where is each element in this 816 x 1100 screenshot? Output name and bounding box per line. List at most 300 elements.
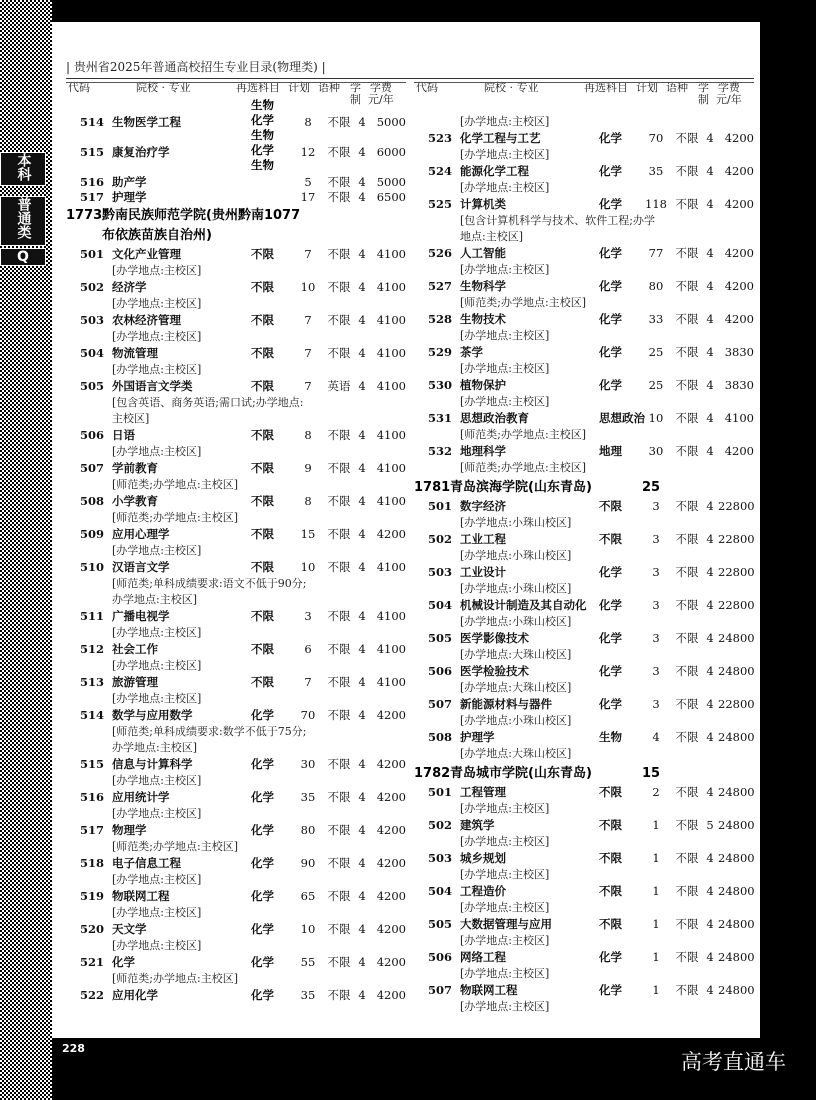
table-row bbox=[414, 278, 754, 295]
cell-yr: 5 bbox=[706, 818, 714, 832]
cell-subj: 化学 bbox=[251, 823, 274, 837]
cell-subj: 化学 bbox=[251, 757, 274, 771]
cell-plan: 3 bbox=[304, 609, 312, 623]
cell-name: 化学工程与工艺 bbox=[460, 131, 541, 145]
cell-plan: 33 bbox=[648, 312, 664, 326]
cell-subj: 化学 bbox=[251, 790, 274, 804]
cell-subj: 思想政治 bbox=[599, 411, 645, 425]
cell-yr: 4 bbox=[358, 461, 366, 475]
institution-code: 1782 bbox=[414, 766, 451, 781]
cell-plan: 70 bbox=[648, 131, 664, 145]
table-row bbox=[66, 114, 406, 131]
cell-lang: 不限 bbox=[327, 642, 351, 656]
table-row bbox=[414, 817, 754, 834]
table-row bbox=[414, 630, 754, 647]
cell-yr: 4 bbox=[706, 197, 714, 211]
cell-code: 509 bbox=[79, 527, 104, 541]
cell-fee: 4200 bbox=[724, 197, 754, 211]
cell-name: 计算机类 bbox=[460, 197, 506, 211]
cell-fee: 4100 bbox=[376, 313, 406, 327]
cell-yr: 4 bbox=[706, 411, 714, 425]
cell-code: 515 bbox=[79, 145, 104, 159]
cell-code: 530 bbox=[427, 378, 452, 392]
table-row bbox=[66, 246, 406, 263]
cell-code: 504 bbox=[427, 884, 452, 898]
cell-subj: 化学 bbox=[251, 889, 274, 903]
cell-plan: 4 bbox=[652, 730, 660, 744]
row-note: [办学地点:主校区] bbox=[460, 934, 550, 947]
left-column bbox=[66, 80, 406, 1004]
stack-subject-label: 生物 bbox=[251, 158, 274, 172]
row-note: [办学地点:主校区] bbox=[460, 329, 550, 342]
row-note: [办学地点:主校区] bbox=[112, 264, 202, 277]
col-subjects-header: 再选科目 bbox=[236, 81, 280, 94]
cell-yr: 4 bbox=[706, 345, 714, 359]
cell-name: 护理学 bbox=[460, 730, 495, 744]
cell-code: 501 bbox=[427, 785, 452, 799]
cell-plan: 30 bbox=[648, 444, 664, 458]
cell-name: 茶学 bbox=[460, 345, 483, 359]
cell-subj: 不限 bbox=[251, 560, 274, 574]
cell-lang: 不限 bbox=[327, 280, 351, 294]
cell-subj: 化学 bbox=[599, 565, 622, 579]
cell-plan: 1 bbox=[652, 983, 660, 997]
cell-name: 天文学 bbox=[112, 922, 147, 936]
cell-fee: 22800 bbox=[718, 697, 755, 711]
cell-name: 经济学 bbox=[112, 280, 147, 294]
cell-name: 新能源材料与器件 bbox=[460, 697, 552, 711]
cell-fee: 24800 bbox=[718, 785, 755, 799]
cell-fee: 3830 bbox=[724, 378, 754, 392]
cell-name: 植物保护 bbox=[460, 378, 506, 392]
cell-subj: 化学 bbox=[599, 131, 622, 145]
cell-yr: 4 bbox=[706, 664, 714, 678]
cell-fee: 24800 bbox=[718, 950, 755, 964]
cell-code: 529 bbox=[427, 345, 452, 359]
cell-name: 生物医学工程 bbox=[112, 115, 181, 129]
row-note: [师范类;单科成绩要求:数学不低于75分;办学地点:主校区] bbox=[112, 725, 307, 754]
row-note: [师范类;办学地点:主校区] bbox=[460, 461, 586, 474]
cell-name: 日语 bbox=[112, 428, 135, 442]
col-plan-header: 计划 bbox=[636, 81, 658, 94]
cell-plan: 8 bbox=[304, 428, 312, 442]
cell-subj: 化学 bbox=[599, 664, 622, 678]
col-years-header: 学 制 bbox=[698, 81, 709, 106]
col-code-header: 代码 bbox=[416, 81, 438, 94]
institution-plan: 15 bbox=[642, 766, 661, 781]
cell-yr: 4 bbox=[706, 631, 714, 645]
row-note: [办学地点:主校区] bbox=[112, 906, 202, 919]
cell-yr: 4 bbox=[358, 175, 366, 189]
cell-name: 生物科学 bbox=[460, 279, 506, 293]
cell-plan: 55 bbox=[300, 955, 316, 969]
cell-name: 广播电视学 bbox=[112, 609, 170, 623]
table-row bbox=[66, 707, 406, 724]
cell-lang: 不限 bbox=[675, 631, 699, 645]
cell-lang: 不限 bbox=[675, 950, 699, 964]
cell-fee: 22800 bbox=[718, 532, 755, 546]
row-note: [师范类;办学地点:主校区] bbox=[112, 511, 238, 524]
stack-subject-label: 生物 bbox=[251, 128, 274, 142]
table-row bbox=[414, 245, 754, 262]
row-note: [办学地点:小珠山校区] bbox=[460, 549, 572, 562]
row-note: [师范类;办学地点:主校区] bbox=[112, 972, 238, 985]
institution-plan: 25 bbox=[642, 480, 661, 495]
cell-code: 517 bbox=[79, 823, 104, 837]
cell-code: 504 bbox=[79, 346, 104, 360]
cell-subj: 不限 bbox=[599, 884, 622, 898]
row-note: [师范类;办学地点:主校区] bbox=[112, 478, 238, 491]
table-row bbox=[414, 498, 754, 515]
cell-subj: 化学 bbox=[599, 631, 622, 645]
cell-lang: 不限 bbox=[675, 279, 699, 293]
cell-yr: 4 bbox=[358, 609, 366, 623]
cell-plan: 5 bbox=[304, 175, 312, 189]
cell-subj: 化学 bbox=[599, 697, 622, 711]
stack-subject-label: 生物 bbox=[251, 98, 274, 112]
cell-code: 516 bbox=[79, 175, 104, 189]
cell-yr: 4 bbox=[358, 560, 366, 574]
cell-plan: 1 bbox=[652, 917, 660, 931]
cell-plan: 3 bbox=[652, 664, 660, 678]
cell-lang: 不限 bbox=[675, 444, 699, 458]
row-note: [办学地点:小珠山校区] bbox=[460, 516, 572, 529]
cell-fee: 4100 bbox=[376, 346, 406, 360]
cell-fee: 3830 bbox=[724, 345, 754, 359]
cell-name: 旅游管理 bbox=[112, 675, 158, 689]
cell-plan: 1 bbox=[652, 884, 660, 898]
table-row bbox=[414, 729, 754, 746]
cell-plan: 35 bbox=[300, 988, 316, 1002]
cell-fee: 24800 bbox=[718, 983, 755, 997]
cell-code: 505 bbox=[427, 631, 452, 645]
institution-name-line2: 布依族苗族自治州) bbox=[102, 228, 212, 243]
cell-name: 工业设计 bbox=[460, 565, 506, 579]
table-row bbox=[66, 608, 406, 625]
row-note: [办学地点:主校区] bbox=[460, 835, 550, 848]
cell-subj: 化学 bbox=[599, 598, 622, 612]
cell-plan: 30 bbox=[300, 757, 316, 771]
cell-subj: 化学 bbox=[251, 988, 274, 1002]
cell-plan: 8 bbox=[304, 494, 312, 508]
cell-subj: 不限 bbox=[599, 532, 622, 546]
cell-lang: 不限 bbox=[327, 494, 351, 508]
row-note: [办学地点:主校区] bbox=[112, 692, 202, 705]
cell-code: 511 bbox=[79, 609, 104, 623]
table-row bbox=[414, 531, 754, 548]
cell-code: 518 bbox=[79, 856, 104, 870]
row-note: [师范类;办学地点:主校区] bbox=[112, 840, 238, 853]
row-note: [办学地点:主校区] bbox=[112, 659, 202, 672]
cell-yr: 4 bbox=[358, 379, 366, 393]
cell-yr: 4 bbox=[358, 145, 366, 159]
cell-fee: 4200 bbox=[376, 856, 406, 870]
cell-name: 应用心理学 bbox=[112, 527, 170, 541]
cell-plan: 7 bbox=[304, 346, 312, 360]
cell-name: 物流管理 bbox=[112, 346, 158, 360]
cell-yr: 4 bbox=[706, 164, 714, 178]
row-note: [办学地点:主校区] bbox=[460, 263, 550, 276]
institution-name: 黔南民族师范学院(贵州黔南1077 bbox=[102, 208, 301, 223]
cell-yr: 4 bbox=[358, 115, 366, 129]
cell-yr: 4 bbox=[358, 856, 366, 870]
cell-lang: 不限 bbox=[675, 730, 699, 744]
cell-name: 网络工程 bbox=[460, 950, 506, 964]
cell-yr: 4 bbox=[706, 444, 714, 458]
cell-yr: 4 bbox=[358, 823, 366, 837]
table-row bbox=[66, 954, 406, 971]
cell-name: 建筑学 bbox=[460, 818, 495, 832]
cell-lang: 不限 bbox=[675, 983, 699, 997]
row-note: [办学地点:主校区] bbox=[112, 807, 202, 820]
cell-plan: 10 bbox=[300, 560, 316, 574]
cell-name: 社会工作 bbox=[112, 642, 158, 656]
cell-fee: 24800 bbox=[718, 818, 755, 832]
row-note: [办学地点:主校区] bbox=[460, 362, 550, 375]
table-row bbox=[414, 883, 754, 900]
cell-plan: 35 bbox=[648, 164, 664, 178]
cell-code: 520 bbox=[79, 922, 104, 936]
cell-yr: 4 bbox=[706, 950, 714, 964]
row-note: [办学地点:主校区] bbox=[112, 445, 202, 458]
cell-yr: 4 bbox=[358, 790, 366, 804]
cell-lang: 不限 bbox=[675, 131, 699, 145]
cell-subj: 不限 bbox=[251, 346, 274, 360]
table-row bbox=[66, 674, 406, 691]
cell-lang: 不限 bbox=[327, 757, 351, 771]
table-row bbox=[66, 345, 406, 362]
cell-yr: 4 bbox=[358, 280, 366, 294]
cell-plan: 6 bbox=[304, 642, 312, 656]
table-row bbox=[66, 312, 406, 329]
cell-yr: 4 bbox=[706, 499, 714, 513]
cell-fee: 22800 bbox=[718, 565, 755, 579]
row-note: [办学地点:主校区] bbox=[112, 626, 202, 639]
table-row bbox=[414, 663, 754, 680]
cell-code: 526 bbox=[427, 246, 452, 260]
table-row bbox=[66, 279, 406, 296]
cell-fee: 4100 bbox=[376, 379, 406, 393]
cell-lang: 不限 bbox=[675, 532, 699, 546]
cell-plan: 3 bbox=[652, 697, 660, 711]
cell-name: 康复治疗学 bbox=[112, 145, 170, 159]
cell-name: 城乡规划 bbox=[460, 851, 506, 865]
top-rows-block bbox=[66, 98, 406, 204]
cell-code: 506 bbox=[427, 664, 452, 678]
subject-stack bbox=[251, 98, 274, 173]
cell-lang: 不限 bbox=[675, 697, 699, 711]
cell-code: 501 bbox=[79, 247, 104, 261]
cell-lang: 不限 bbox=[327, 675, 351, 689]
row-note: [办学地点:大珠山校区] bbox=[460, 681, 572, 694]
cell-yr: 4 bbox=[706, 598, 714, 612]
cell-plan: 7 bbox=[304, 247, 312, 261]
cell-name: 应用统计学 bbox=[112, 790, 170, 804]
cell-plan: 25 bbox=[648, 345, 664, 359]
col-plan-header: 计划 bbox=[288, 81, 310, 94]
row-note: [办学地点:大珠山校区] bbox=[460, 747, 572, 760]
cell-name: 数学与应用数学 bbox=[112, 708, 193, 722]
cell-plan: 90 bbox=[300, 856, 316, 870]
row-note: [办学地点:主校区] bbox=[112, 774, 202, 787]
cell-code: 521 bbox=[79, 955, 104, 969]
table-row bbox=[66, 756, 406, 773]
cell-plan: 35 bbox=[300, 790, 316, 804]
cell-code: 517 bbox=[79, 190, 104, 204]
col-code-header: 代码 bbox=[68, 81, 90, 94]
cell-lang: 不限 bbox=[327, 190, 351, 204]
cell-name: 工业工程 bbox=[460, 532, 506, 546]
cell-subj: 化学 bbox=[599, 246, 622, 260]
col-fee-header: 学费 元/年 bbox=[716, 81, 742, 106]
cell-fee: 5000 bbox=[376, 115, 406, 129]
table-row bbox=[66, 427, 406, 444]
cell-name: 工程管理 bbox=[460, 785, 506, 799]
institution-code: 1781 bbox=[414, 480, 451, 495]
table-row bbox=[66, 493, 406, 510]
table-row bbox=[414, 597, 754, 614]
cell-name: 护理学 bbox=[112, 190, 147, 204]
cell-lang: 不限 bbox=[675, 164, 699, 178]
cell-name: 医学影像技术 bbox=[460, 631, 529, 645]
cell-yr: 4 bbox=[358, 889, 366, 903]
cell-subj: 不限 bbox=[251, 675, 274, 689]
cell-code: 502 bbox=[79, 280, 104, 294]
cell-yr: 4 bbox=[706, 279, 714, 293]
table-row bbox=[414, 377, 754, 394]
cell-name: 应用化学 bbox=[112, 988, 158, 1002]
cell-plan: 1 bbox=[652, 851, 660, 865]
cell-lang: 不限 bbox=[327, 790, 351, 804]
cell-code: 519 bbox=[79, 889, 104, 903]
row-note: [包含计算机科学与技术、软件工程;办学地点:主校区] bbox=[460, 214, 655, 243]
cell-fee: 4100 bbox=[376, 461, 406, 475]
cell-name: 物理学 bbox=[112, 823, 147, 837]
table-row bbox=[414, 410, 754, 427]
cell-fee: 4100 bbox=[376, 675, 406, 689]
row-note: [办学地点:大珠山校区] bbox=[460, 648, 572, 661]
cell-fee: 4200 bbox=[376, 823, 406, 837]
col-lang-header: 语种 bbox=[318, 81, 340, 94]
cell-plan: 3 bbox=[652, 565, 660, 579]
cell-plan: 10 bbox=[648, 411, 664, 425]
cell-plan: 12 bbox=[300, 145, 316, 159]
cell-code: 524 bbox=[427, 164, 452, 178]
stack-subject-label: 化学 bbox=[251, 113, 274, 127]
cell-code: 522 bbox=[79, 988, 104, 1002]
cell-code: 503 bbox=[79, 313, 104, 327]
row-note: [办学地点:主校区] bbox=[460, 901, 550, 914]
table-row bbox=[414, 696, 754, 713]
cell-subj: 不限 bbox=[251, 461, 274, 475]
cell-name: 机械设计制造及其自动化 bbox=[460, 598, 587, 612]
cell-yr: 4 bbox=[358, 247, 366, 261]
cell-code: 514 bbox=[79, 708, 104, 722]
cell-lang: 不限 bbox=[675, 499, 699, 513]
cell-name: 医学检验技术 bbox=[460, 664, 529, 678]
cell-lang: 不限 bbox=[327, 988, 351, 1002]
cell-code: 503 bbox=[427, 851, 452, 865]
cell-subj: 不限 bbox=[251, 527, 274, 541]
cell-code: 504 bbox=[427, 598, 452, 612]
cell-subj: 化学 bbox=[251, 955, 274, 969]
cell-fee: 4200 bbox=[376, 955, 406, 969]
cell-code: 502 bbox=[427, 818, 452, 832]
cell-code: 502 bbox=[427, 532, 452, 546]
cell-fee: 4200 bbox=[376, 790, 406, 804]
row-note: [办学地点:主校区] bbox=[460, 148, 550, 161]
cell-plan: 80 bbox=[648, 279, 664, 293]
cell-subj: 化学 bbox=[599, 197, 622, 211]
cell-lang: 不限 bbox=[327, 346, 351, 360]
cell-subj: 生物 bbox=[599, 730, 622, 744]
cell-name: 能源化学工程 bbox=[460, 164, 529, 178]
cell-name: 农林经济管理 bbox=[112, 313, 181, 327]
cell-yr: 4 bbox=[358, 708, 366, 722]
cell-lang: 不限 bbox=[675, 664, 699, 678]
cell-plan: 3 bbox=[652, 631, 660, 645]
cell-code: 528 bbox=[427, 312, 452, 326]
row-note: [办学地点:主校区] bbox=[460, 115, 550, 128]
table-row bbox=[66, 559, 406, 576]
cell-plan: 10 bbox=[300, 922, 316, 936]
row-note: [师范类;单科成绩要求:语文不低于90分;办学地点:主校区] bbox=[112, 577, 307, 606]
table-row bbox=[414, 916, 754, 933]
cell-plan: 3 bbox=[652, 598, 660, 612]
cell-lang: 不限 bbox=[675, 197, 699, 211]
cell-lang: 不限 bbox=[675, 411, 699, 425]
document-page bbox=[52, 22, 760, 1038]
table-row bbox=[66, 921, 406, 938]
row-note: [师范类;办学地点:主校区] bbox=[460, 428, 586, 441]
cell-plan: 70 bbox=[300, 708, 316, 722]
cell-plan: 77 bbox=[648, 246, 664, 260]
page-number: 228 bbox=[62, 1042, 85, 1055]
institution-code: 1773 bbox=[66, 208, 103, 223]
table-row bbox=[66, 460, 406, 477]
cell-yr: 4 bbox=[706, 785, 714, 799]
cell-lang: 不限 bbox=[327, 856, 351, 870]
table-row bbox=[414, 443, 754, 460]
cell-fee: 4200 bbox=[724, 444, 754, 458]
cell-lang: 不限 bbox=[675, 851, 699, 865]
cell-code: 510 bbox=[79, 560, 104, 574]
cell-yr: 4 bbox=[358, 313, 366, 327]
cell-yr: 4 bbox=[706, 983, 714, 997]
cell-fee: 24800 bbox=[718, 851, 755, 865]
cell-name: 人工智能 bbox=[460, 246, 506, 260]
cell-lang: 不限 bbox=[327, 922, 351, 936]
page-header: | 贵州省2025年普通高校招生专业目录(物理类) | bbox=[66, 60, 326, 74]
cell-subj: 不限 bbox=[251, 494, 274, 508]
cell-subj: 化学 bbox=[599, 378, 622, 392]
cell-fee: 24800 bbox=[718, 664, 755, 678]
cell-lang: 不限 bbox=[675, 917, 699, 931]
cell-lang: 英语 bbox=[327, 379, 351, 393]
cell-fee: 4200 bbox=[376, 889, 406, 903]
side-tab-benke: 本科 bbox=[0, 152, 46, 186]
cell-name: 学前教育 bbox=[112, 461, 158, 475]
row-note: [办学地点:主校区] bbox=[460, 868, 550, 881]
row-note: [办学地点:主校区] bbox=[460, 802, 550, 815]
cell-lang: 不限 bbox=[327, 145, 351, 159]
table-row bbox=[414, 949, 754, 966]
cell-lang: 不限 bbox=[327, 428, 351, 442]
cell-fee: 4100 bbox=[376, 280, 406, 294]
cell-lang: 不限 bbox=[675, 312, 699, 326]
cell-name: 数字经济 bbox=[460, 499, 506, 513]
row-note: [办学地点:小珠山校区] bbox=[460, 615, 572, 628]
